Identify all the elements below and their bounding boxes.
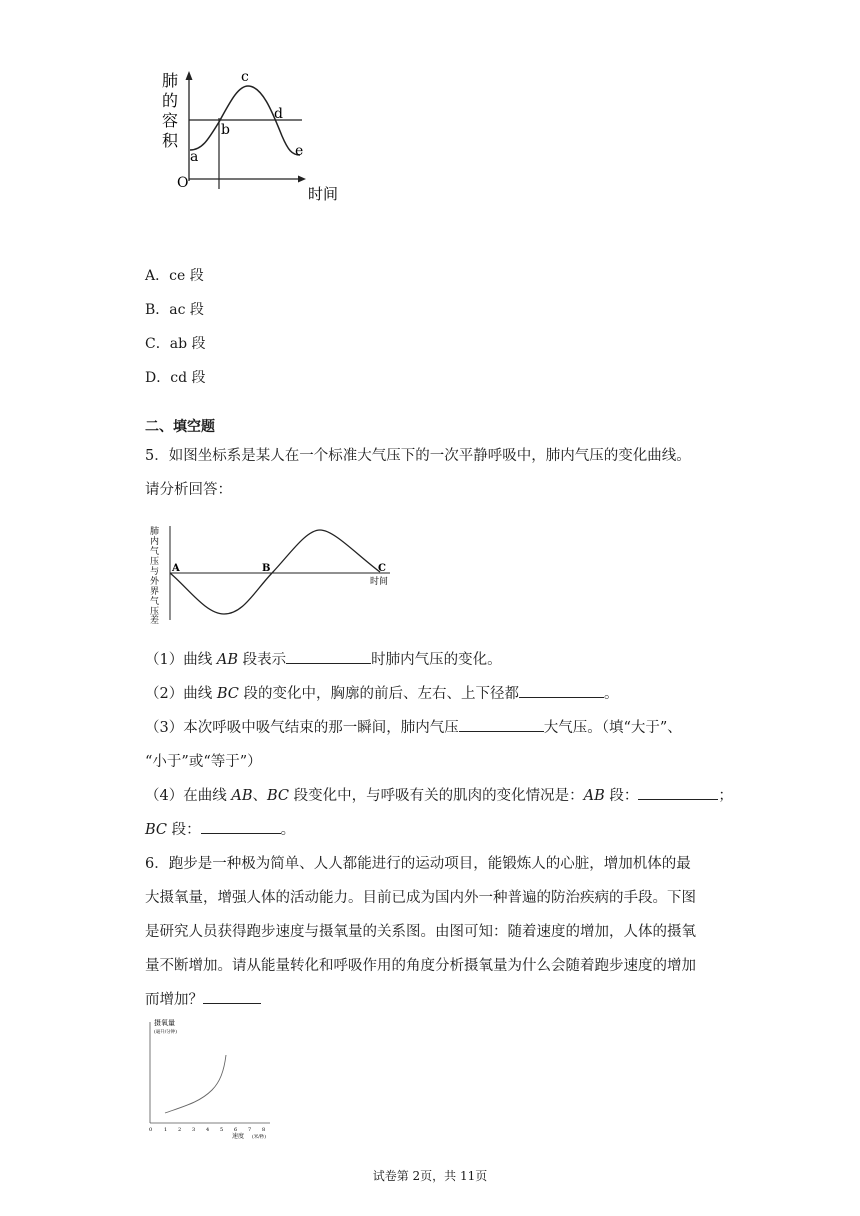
x-tick: 4	[206, 1127, 210, 1133]
x-axis-label: 时间	[308, 185, 339, 203]
page-footer: 试卷第 2页，共 11页	[372, 1169, 488, 1183]
point-b: b	[221, 122, 230, 138]
text: 。	[603, 686, 619, 702]
point-c: c	[241, 69, 249, 85]
q5-sub4	[145, 784, 733, 805]
q5-sub3-cont: “小于”或“等于”）	[145, 754, 262, 770]
y-label-char: 的	[162, 91, 179, 110]
y-label-char: 内	[150, 537, 160, 547]
text: BC	[145, 822, 168, 838]
option-b	[145, 299, 204, 319]
option-letter: C．	[145, 336, 170, 352]
text: 段：	[167, 822, 201, 838]
y-label-char: 肺	[162, 71, 179, 90]
oxygen-speed-figure	[140, 1016, 275, 1140]
x-axis-label: 时间	[370, 577, 389, 587]
option-text: ce 段	[169, 268, 204, 284]
x-tick: 6	[234, 1127, 238, 1133]
answer-blank[interactable]	[201, 819, 281, 834]
option-c	[145, 333, 205, 353]
option-letter: B．	[145, 302, 170, 318]
q6-stem-line2: 大摄氧量，增强人体的活动能力。目前已成为国内外一种普遍的防治疾病的手段。下图	[145, 890, 696, 906]
q5-sub1	[145, 648, 502, 669]
point-C: C	[378, 563, 386, 574]
y-label-char: 界	[150, 587, 160, 597]
text: 段变化中，与呼吸有关的肌肉的变化情况是：	[289, 788, 584, 804]
point-B: B	[262, 563, 271, 574]
q5-sub4-cont	[145, 818, 295, 839]
text: 、	[252, 788, 267, 804]
option-letter: A．	[145, 268, 170, 284]
point-A: A	[172, 563, 180, 574]
y-label-char: 外	[150, 577, 160, 587]
y-label-char: 积	[162, 131, 179, 150]
point-a: a	[190, 149, 199, 165]
option-letter: D．	[145, 370, 171, 386]
x-tick: 8	[262, 1127, 266, 1133]
text: ；	[718, 788, 733, 804]
text: 时肺内气压的变化。	[371, 652, 502, 668]
text: 段表示	[237, 652, 287, 668]
text: 段的变化中，胸廓的前后、左右、上下径都	[238, 686, 519, 702]
section-title: 二、填空题	[145, 419, 215, 435]
text: AB	[231, 788, 253, 804]
x-tick: 3	[192, 1127, 196, 1133]
option-text: ac 段	[169, 302, 204, 318]
point-e: e	[295, 143, 304, 159]
y-label-char: 差	[150, 616, 160, 624]
x-tick: 5	[220, 1127, 224, 1133]
text: 段：	[604, 788, 639, 804]
option-text: ab 段	[169, 336, 206, 352]
text: BC	[266, 788, 290, 804]
answer-blank[interactable]	[519, 683, 604, 698]
x-tick: 7	[248, 1127, 252, 1133]
y-axis-unit: (毫升/分钟)	[154, 1030, 178, 1035]
y-label-char: 肺	[150, 527, 160, 537]
y-label-char: 气	[150, 547, 160, 557]
text: （4）在曲线	[145, 788, 232, 804]
pressure-figure	[148, 522, 398, 624]
point-d: d	[274, 106, 283, 122]
text: 。	[280, 822, 296, 838]
lung-volume-figure	[150, 66, 350, 208]
text: 而增加？	[145, 992, 203, 1008]
x-tick: 1	[164, 1127, 168, 1133]
origin-label: O	[177, 175, 189, 191]
q6-stem-line4: 量不断增加。请从能量转化和呼吸作用的角度分析摄氧量为什么会随着跑步速度的增加	[145, 958, 696, 974]
x-axis-unit: (米/秒)	[252, 1135, 267, 1140]
answer-blank[interactable]	[203, 989, 261, 1004]
option-text: cd 段	[170, 370, 206, 386]
q5-sub3	[145, 716, 682, 737]
q6-stem-line3: 是研究人员获得跑步速度与摄氧量的关系图。由图可知：随着速度的增加，人体的摄氧	[145, 924, 696, 940]
option-d	[145, 367, 206, 387]
text: BC	[216, 686, 239, 702]
y-label-char: 气	[150, 597, 160, 607]
q5-sub2	[145, 682, 618, 703]
answer-blank[interactable]	[459, 717, 544, 732]
option-a	[145, 265, 204, 285]
y-label-char: 与	[150, 567, 160, 577]
y-label-char: 容	[162, 111, 179, 130]
text: （1）曲线	[145, 652, 217, 668]
x-axis-label: 速度	[232, 1133, 245, 1140]
text: 大气压。（填“大于”、	[543, 720, 682, 736]
text: AB	[216, 652, 238, 668]
answer-blank[interactable]	[286, 649, 371, 664]
x-tick: 2	[178, 1127, 182, 1133]
x-tick: 0	[149, 1127, 153, 1133]
answer-blank[interactable]	[638, 785, 718, 800]
text: AB	[583, 788, 605, 804]
text: （3）本次呼吸中吸气结束的那一瞬间，肺内气压	[145, 720, 459, 736]
y-axis-label: 摄氧量	[154, 1019, 175, 1027]
q6-stem-line5	[145, 988, 261, 1009]
y-label-char: 压	[150, 557, 160, 567]
q5-stem-line1: 5．如图坐标系是某人在一个标准大气压下的一次平静呼吸中，肺内气压的变化曲线。	[145, 448, 691, 464]
q5-stem-line2: 请分析回答：	[145, 482, 232, 498]
text: （2）曲线	[145, 686, 217, 702]
y-label-char: 压	[150, 607, 160, 617]
q6-stem-line1: 6．跑步是一种极为简单、人人都能进行的运动项目，能锻炼人的心脏，增加机体的最	[145, 856, 691, 872]
